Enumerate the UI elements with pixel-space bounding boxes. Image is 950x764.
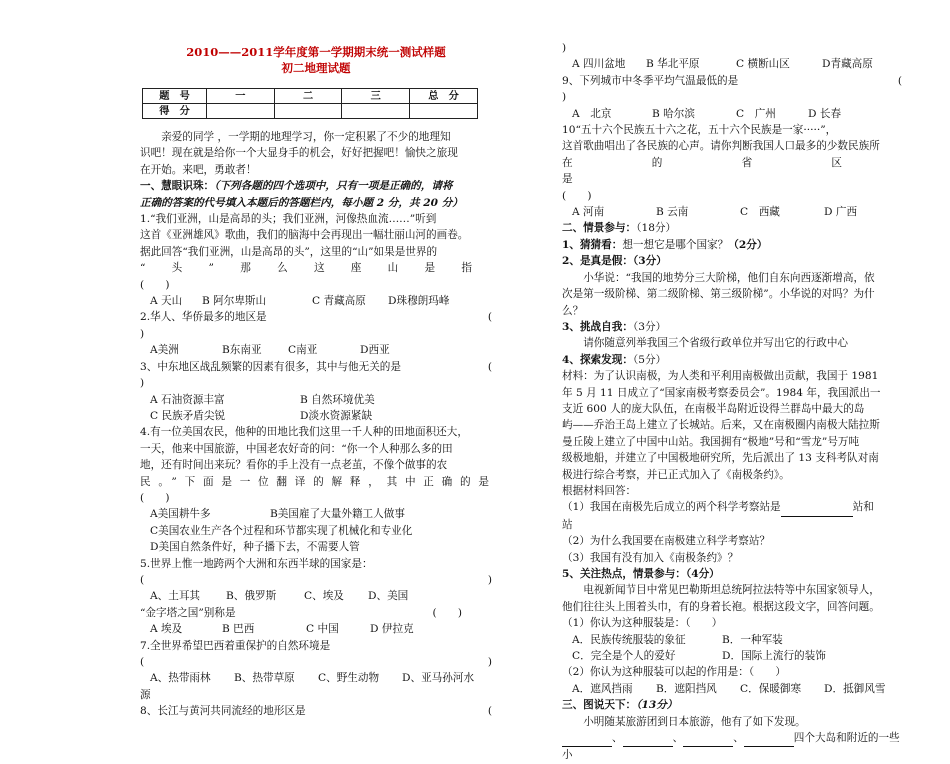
s2-p4-q1 [562, 499, 902, 516]
q7-options [140, 670, 492, 686]
option[interactable]: A 河南 [572, 206, 605, 219]
option[interactable]: D美国自然条件好，种子播下去，不需要人管 [150, 541, 360, 554]
option[interactable]: B美国雇了大量外籍工人做事 [270, 508, 405, 521]
q10-answer-paren[interactable]: ( ) [562, 189, 592, 202]
q2-options [140, 342, 492, 358]
s2-p4-material: 年 5 月 11 日成立了“国家南极考察委员会”。1984 年，我国派出一 [562, 386, 881, 399]
s2-p1 [562, 237, 902, 253]
score-row-label: 得 分 [143, 104, 207, 119]
option[interactable]: B、俄罗斯 [226, 590, 277, 603]
option[interactable]: C 广州 [736, 107, 776, 120]
q4-stem: 4.有一位美国农民，他种的田地比我们这里一千人种的田地面积还大， [140, 426, 468, 439]
option[interactable]: D西亚 [360, 344, 390, 357]
intro-line: 识吧！现在就是给你一个大显身手的机会，好好把握吧！愉快之旅现 [140, 147, 458, 160]
option[interactable]: B东南亚 [222, 344, 262, 357]
option[interactable]: B、热带草原 [234, 672, 295, 685]
q1-stem: 据此回答“我们亚洲，山是高昂的头”，这里的“山”如果是世界的 [140, 245, 438, 258]
s2-p5-q2-options [562, 681, 902, 697]
q4-answer-paren[interactable]: ( ) [140, 491, 170, 504]
option[interactable]: C南亚 [288, 344, 318, 357]
option[interactable]: C．完全是个人的爱好 [572, 650, 676, 663]
q9-answer-paren-close: ) [562, 91, 567, 104]
option[interactable]: A 石油资源丰富 [150, 393, 225, 406]
s2-p3-head: 3、挑战自我： [562, 320, 633, 333]
q5-answer-paren[interactable]: ( [140, 573, 145, 586]
q7-answer-paren[interactable]: ( [140, 656, 145, 668]
q1-stem: “头”那么这座山是指 [140, 262, 492, 275]
section-1-heading [140, 178, 492, 194]
q10-stem: 在的省区是 [562, 156, 902, 186]
q4-options [140, 506, 492, 522]
option[interactable]: D．国际上流行的装饰 [722, 650, 826, 663]
s2-p4-material: 支近 600 人的庞大队伍，在南极半岛附近设得兰群岛中最大的岛 [562, 402, 865, 415]
option[interactable]: A、土耳其 [150, 590, 201, 603]
q9-stem-row [562, 73, 902, 89]
q5-stem: 5.世界上惟一地跨两个大洲和东西半球的国家是： [140, 557, 373, 570]
s2-p4-score: （5分） [632, 353, 667, 366]
s2-p5-q1: （1）你认为这种服装是：（ ） [562, 617, 723, 630]
option[interactable]: C 横断山区 [736, 58, 790, 71]
s2-p4-q2: （2）为什么我国要在南极建立科学考察站？ [562, 535, 771, 548]
q7-stem: 7.全世界希望巴西着重保护的自然环境是 [140, 639, 331, 652]
option[interactable]: C、野生动物 [318, 672, 380, 685]
q6-answer-paren[interactable]: ( ) [432, 606, 462, 619]
s3-text: 小明随某旅游团到日本旅游，他有了如下发现。 [583, 715, 806, 728]
option[interactable]: D、美国 [368, 590, 409, 603]
q3-options [140, 408, 492, 424]
option[interactable]: D 伊拉克 [370, 623, 414, 636]
intro-line: 在开始。来吧，勇敢者！ [140, 163, 257, 176]
s2-p2-text: 次是第一级阶梯、第二级阶梯、第三级阶梯”。小华说的对吗？为什 [562, 288, 875, 301]
q9-options [562, 106, 902, 122]
q4-stem: 民。”下面是一位翻译的解释，其中正确的是 [140, 475, 492, 488]
q1-options [140, 293, 492, 309]
q8-answer-paren[interactable]: ( [487, 705, 492, 718]
s2-p5-q1-options [562, 632, 902, 648]
q2-answer-paren-close: ) [140, 327, 145, 340]
option[interactable]: A美洲 [150, 344, 179, 357]
q1-answer-paren[interactable]: ( ) [140, 278, 170, 291]
s2-p2-text: 小华说：“我国的地势分三大阶梯，他们自东向西逐渐增高，依 [583, 271, 875, 284]
s2-p4-q3: （3）我国有没有加入《南极条约》？ [562, 551, 739, 564]
s2-p4-prompt: 根据材料回答： [562, 484, 637, 497]
option[interactable]: D珠穆朗玛峰 [388, 295, 450, 308]
option[interactable]: C．保暖御寒 [740, 682, 802, 695]
option[interactable]: A 北京 [572, 107, 612, 120]
score-header-cell: 二 [274, 89, 342, 104]
s2-p1-score: （2分） [728, 238, 768, 251]
section-1-title: 一、慧眼识珠： [140, 180, 215, 193]
s2-p2-head: 2、是真是假： [562, 255, 633, 268]
s2-p4-material: 曼丘陵上建立了中国中山站。我国拥有“极地”号和“雪龙”号万吨 [562, 435, 860, 448]
s2-p4-material: 极进行综合考察，并已正式加入了《南极条约》。 [562, 468, 790, 481]
s3-blanks-line: 、 、 、 四个大岛和附近的一些小 [562, 732, 900, 762]
s2-p1-text: 想一想它是哪个国家？ [622, 238, 729, 251]
q7-option-continuation: 源 [140, 688, 151, 701]
option[interactable]: B 云南 [656, 206, 689, 219]
s2-p5-text: 电视新闻节目中常见巴勒斯坦总统阿拉法特等中东国家领导人， [583, 584, 880, 597]
q10-stem: 10“五十六个民族五十六之花，五十六个民族是一家·····”， [562, 124, 837, 137]
q2-stem-row [140, 309, 492, 325]
right-column [562, 0, 902, 764]
option[interactable]: B 阿尔卑斯山 [202, 295, 267, 308]
option[interactable]: D．抵御风雪 [824, 682, 886, 695]
s2-p1-head: 1、猜猜看： [562, 238, 623, 251]
intro-line: 亲爱的同学 ，一学期的地理学习，你一定积累了不少的地理知 [161, 131, 451, 143]
score-table-header-row [143, 89, 478, 104]
option[interactable]: C 青藏高原 [312, 295, 366, 308]
q8-stem: 8、长江与黄河共同流经的地形区是 [140, 705, 306, 718]
option[interactable]: C、埃及 [304, 590, 344, 603]
answer-blank[interactable] [562, 730, 612, 747]
q6-stem-row [140, 605, 492, 621]
exam-title: 2010——2011学年度第一学期期末统一测试样题 [186, 45, 446, 59]
q8-stem-row [140, 703, 492, 719]
q10-stem: 这首歌曲唱出了各民族的心声。请你判断我国人口最多的少数民族所 [562, 140, 880, 153]
q10-options [562, 204, 902, 220]
q3-answer-paren[interactable]: ( [487, 360, 492, 373]
s2-p5-score: （4分） [685, 568, 720, 580]
s2-p4-heading [562, 352, 902, 368]
q3-stem-row [140, 359, 492, 375]
s2-p2-score: （3分） [632, 255, 667, 268]
section-2-title: 二、情景参与： [562, 222, 637, 235]
s2-p3-score: （3分） [632, 320, 667, 333]
s2-p5-q1-options [562, 648, 902, 664]
section-2-heading [562, 220, 902, 236]
s2-p3-heading [562, 319, 902, 335]
s2-p4-material: 材料：为了认识南极，为人类和平利用南极做出贡献，我国于 1981 [562, 370, 879, 383]
left-column [140, 0, 492, 720]
q1-stem: 1.“我们亚洲，山是高昂的头；我们亚洲，河像热血流……”听到 [140, 213, 437, 226]
q3-answer-paren-close: ) [140, 377, 145, 390]
score-cell[interactable] [207, 104, 275, 119]
option[interactable]: A．民族传统服装的象征 [572, 633, 686, 646]
score-cell[interactable] [274, 104, 342, 119]
answer-blank[interactable] [781, 499, 853, 516]
q6-options [140, 621, 492, 637]
section-1-rule: 正确的答案的代号填入本题后的答题栏内，每小题 2 分，共 20 分） [140, 196, 463, 209]
option[interactable]: B 华北平原 [646, 58, 700, 71]
s2-p4-head: 4、探索发现： [562, 353, 633, 366]
q6-stem: “金字塔之国”别称是 [140, 606, 236, 619]
q4-stem: 地，还有时间出来玩？看你的手上没有一点老茧，不像个做事的农 [140, 459, 448, 472]
q9-stem: 9、下列城市中冬季平均气温最低的是 [562, 74, 739, 87]
option[interactable]: C美国农业生产各个过程和环节都实现了机械化和专业化 [150, 524, 413, 537]
score-table [142, 88, 478, 119]
option[interactable]: A 天山 [150, 295, 183, 308]
option[interactable]: B 自然环境优美 [300, 393, 375, 406]
option[interactable]: D淡水资源紧缺 [300, 409, 373, 422]
option[interactable]: A 埃及 [150, 623, 183, 636]
q7-answer-paren-close: ) [487, 656, 492, 668]
option[interactable]: C 民族矛盾尖锐 [150, 409, 226, 422]
score-header-cell: 题 号 [143, 89, 207, 104]
section-3-score: （13分） [636, 699, 678, 712]
score-cell[interactable] [410, 104, 478, 119]
q5-paren-row [140, 572, 492, 588]
section-3-heading [562, 697, 902, 713]
score-table-score-row [143, 104, 478, 119]
s2-p4-q1-tail: 站 [562, 518, 573, 531]
option[interactable]: D、亚马孙河水 [402, 672, 475, 685]
q2-answer-paren[interactable]: ( [487, 311, 492, 324]
q4-stem: 一天，他来中国旅游，中国老农好奇的问：“你一个人种那么多的田 [140, 442, 453, 455]
option[interactable]: D 长春 [808, 107, 842, 120]
q3-stem: 3、中东地区战乱频繁的因素有很多，其中与他无关的是 [140, 360, 401, 373]
score-header-cell: 总 分 [410, 89, 478, 104]
s2-p3-text: 请你随意列举我国三个省级行政单位并写出它的行政中心 [583, 337, 849, 350]
score-cell[interactable] [342, 104, 410, 119]
q5-answer-paren-close: ) [487, 573, 492, 586]
s2-p5-head: 5、关注热点，情景参与： [562, 568, 686, 580]
s2-p5-text: 他们往往头上围着头巾，有的身着长袍。根据这段文字，回答问题。 [562, 600, 880, 613]
s2-p5-heading [562, 566, 902, 582]
q5-options [140, 588, 492, 604]
s2-p4-material: 级极地船，并建立了中国极地研究所，先后派出了 13 支科考队对南 [562, 452, 879, 465]
option[interactable]: C 西藏 [740, 206, 780, 219]
option[interactable]: B．一种军装 [722, 633, 783, 646]
option[interactable]: B．遮阳挡风 [656, 682, 717, 695]
q2-stem: 2.华人、华侨最多的地区是 [140, 311, 267, 324]
q7-paren-row [140, 654, 492, 670]
answer-blank[interactable] [623, 730, 673, 747]
option[interactable]: B 巴西 [222, 623, 255, 636]
section-2-score: （18分） [636, 222, 677, 235]
option[interactable]: A 四川盆地 [572, 58, 626, 71]
s2-p4-q1-text: 站和 [852, 501, 874, 514]
option[interactable]: A、热带雨林 [150, 672, 211, 685]
score-header-cell: 三 [342, 89, 410, 104]
s2-p4-q1-text: （1）我国在南极先后成立的两个科学考察站是 [562, 501, 781, 514]
option[interactable]: A美国耕牛多 [150, 508, 211, 521]
answer-blank[interactable] [744, 730, 794, 747]
option[interactable]: B 哈尔滨 [652, 107, 695, 120]
q8-options [562, 56, 902, 72]
answer-blank[interactable] [683, 730, 733, 747]
option[interactable]: D 广西 [824, 206, 858, 219]
q8-answer-paren-close: ) [562, 42, 567, 54]
option[interactable]: A．遮风挡雨 [572, 682, 633, 695]
q3-options [140, 392, 492, 408]
s3-text-tail: 四个大岛和附近的一些小 [562, 732, 900, 762]
s2-p4-material: 屿——乔治王岛上建立了长城站。后来，又在南极圈内南极大陆拉斯 [562, 419, 880, 432]
section-3-title: 三、图说天下： [562, 699, 637, 712]
s2-p2-text: 么？ [562, 304, 584, 317]
s2-p5-q2: （2）你认为这种服装可以起的作用是：（ ） [562, 666, 786, 679]
exam-subtitle: 初二地理试题 [281, 61, 351, 75]
q9-answer-paren[interactable]: ( [897, 74, 902, 87]
section-1-rule: （下列各题的四个选项中，只有一项是正确的，请将 [214, 180, 453, 193]
score-header-cell: 一 [207, 89, 275, 104]
q1-stem: 这首《亚洲雄风》歌曲，我们的脑海中会再现出一幅壮丽山河的画卷。 [140, 229, 469, 242]
option[interactable]: C 中国 [306, 623, 339, 636]
s2-p2-heading [562, 253, 902, 269]
option[interactable]: D青藏高原 [822, 58, 873, 71]
